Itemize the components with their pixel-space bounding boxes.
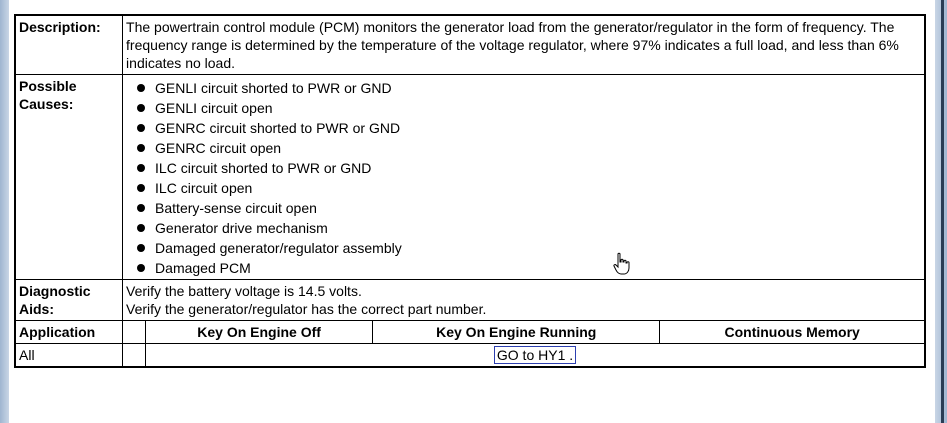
hand-pointer-icon (612, 252, 632, 276)
header-key-on-engine-off: Key On Engine Off (146, 321, 373, 344)
list-item: ILC circuit shorted to PWR or GND (126, 158, 921, 178)
header-continuous-memory: Continuous Memory (660, 321, 925, 344)
list-item: GENRC circuit shorted to PWR or GND (126, 118, 921, 138)
diagnostic-aids-label: Diagnostic Aids: (15, 280, 123, 321)
spacer-cell (123, 344, 146, 368)
list-item: ILC circuit open (126, 178, 921, 198)
possible-causes-row (15, 75, 925, 280)
go-to-hy1-link[interactable]: GO to HY1 . (494, 346, 576, 364)
diagnostic-aids-row (15, 280, 925, 321)
diagnostic-aids-cell (123, 280, 925, 321)
application-value: All (15, 344, 123, 368)
window-frame-right (935, 0, 947, 423)
possible-causes-list (126, 78, 921, 278)
window-frame-left (0, 0, 9, 423)
application-header-row (15, 321, 925, 344)
diagnostic-aid-line: Verify the battery voltage is 14.5 volts. (126, 283, 362, 299)
header-key-on-engine-running: Key On Engine Running (373, 321, 660, 344)
spacer-cell (123, 321, 146, 344)
description-row (15, 15, 925, 75)
description-text: The powertrain control module (PCM) monitors the generator load from the generator/regulator in the form of frequency. The frequency range is determined by the temperature of the voltage regulator, where 97% indicates a full load, and less than 6% indicates no load. (123, 15, 925, 75)
possible-causes-label: Possible Causes: (15, 75, 123, 280)
list-item: GENLI circuit open (126, 98, 921, 118)
possible-causes-cell (123, 75, 925, 280)
application-row (15, 344, 925, 368)
application-header-label: Application (15, 321, 123, 344)
list-item: Damaged PCM (126, 258, 921, 278)
list-item: GENRC circuit open (126, 138, 921, 158)
document-page (9, 0, 935, 423)
go-to-cell (146, 344, 925, 368)
list-item: Damaged generator/regulator assembly (126, 238, 921, 258)
diagnostic-table (14, 14, 926, 368)
list-item: Generator drive mechanism (126, 218, 921, 238)
list-item: Battery-sense circuit open (126, 198, 921, 218)
list-item: GENLI circuit shorted to PWR or GND (126, 78, 921, 98)
description-label: Description: (15, 15, 123, 75)
diagnostic-aid-line: Verify the generator/regulator has the correct part number. (126, 301, 487, 317)
